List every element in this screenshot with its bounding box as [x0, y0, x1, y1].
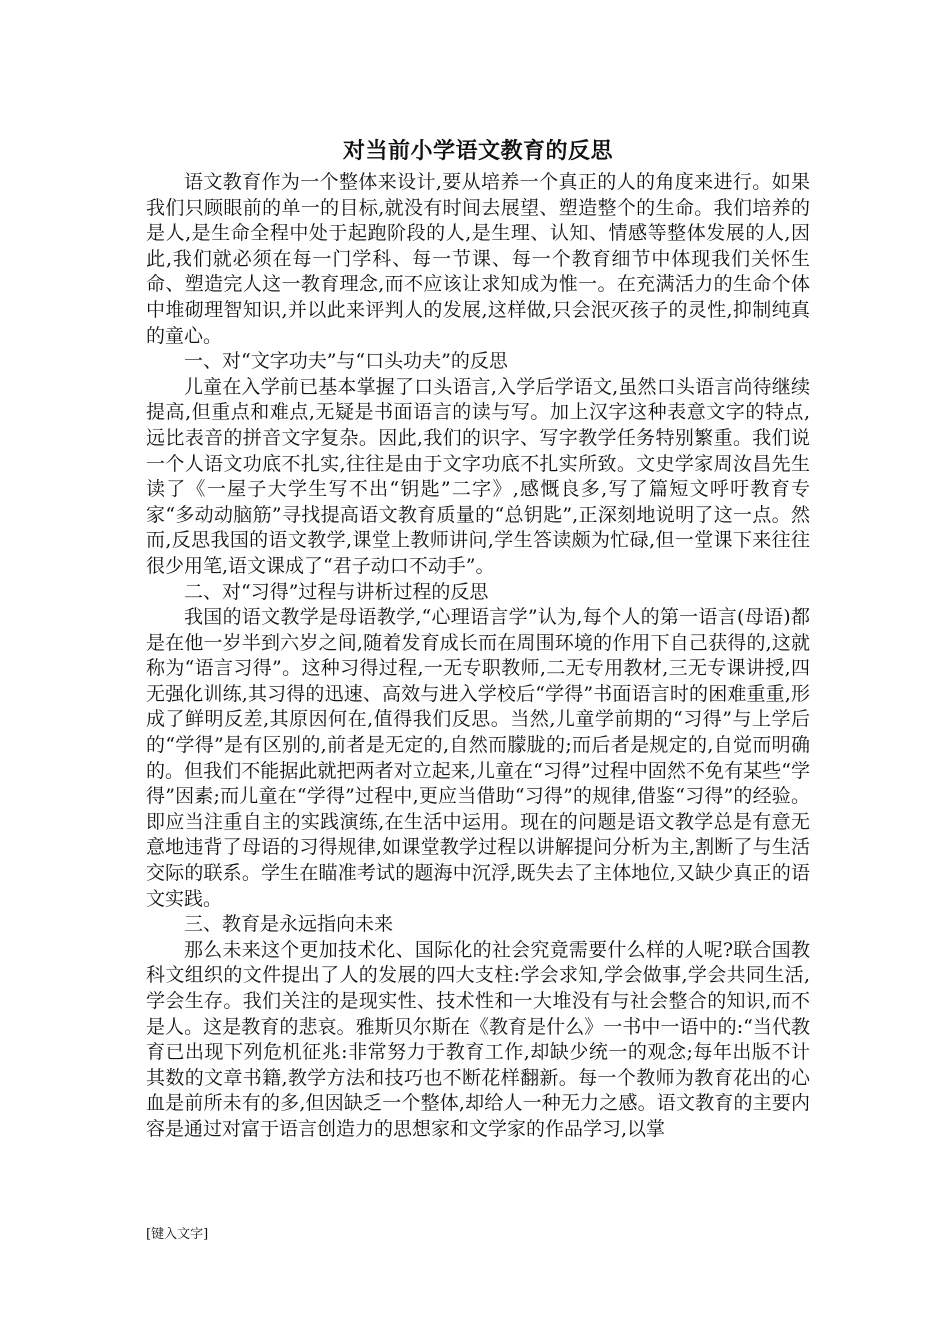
section-heading-1: 一、对“文字功夫”与“口头功夫”的反思 — [184, 350, 508, 373]
section-heading-2: 二、对“习得”过程与讲析过程的反思 — [184, 580, 489, 603]
section-heading-3: 三、教育是永远指向未来 — [184, 913, 394, 936]
paragraph-section-2: 我国的语文教学是母语教学,“心理语言学”认为,每个人的第一语言(母语)都是在他一岁半到六岁之间,随着发育成长而在周围环境的作用下自己获得的,这就称为“语言习得”。这种习得过程,一无专职教师,二无专用教材,三无专课讲授,四无强化训练,其习得的迅速、高效与进入学校后“学得”书面语言时的困难重重,形成了鲜明反差,其原因何在,值得我们反思。当然,儿童学前期的“习得”与上学后的“学得”是有区别的,前者是无定的,自然而朦胧的;而后者是规定的,自觉而明确的。但我们不能据此就把两者对立起来,儿童在“习得”过程中固然不免有某些“学得”因素;而儿童在“学得”过程中,更应当借助“习得”的规律,借鉴“习得”的经验。即应当注重自主的实践演练,在生活中运用。现在的问题是语文教学总是有意无意地违背了母语的习得规律,如课堂教学过程以讲解提问分析为主,割断了与生活交际的联系。学生在瞄准考试的题海中沉浮,既失去了主体地位,又缺少真正的语文实践。 — [146, 606, 810, 910]
paragraph-section-1: 儿童在入学前已基本掌握了口头语言,入学后学语文,虽然口头语言尚待继续提高,但重点和难点,无疑是书面语言的读与写。加上汉字这种表意文字的特点,远比表音的拼音文字复杂。因此,我们的识字、写字教学任务特别繁重。我们说一个人语文功底不扎实,往往是由于文字功底不扎实所致。文史学家周汝昌先生读了《一屋子大学生写不出“钥匙”二字》,感慨良多,写了篇短文呼吁教育专家“多动动脑筋”寻找提高语文教育质量的“总钥匙”,正深刻地说明了这一点。然而,反思我国的语文教学,课堂上教师讲问,学生答读颇为忙碌,但一堂课下来往往很少用笔,语文课成了“君子动口不动手”。 — [146, 375, 810, 577]
document-title: 对当前小学语文教育的反思 — [342, 138, 613, 164]
paragraph-intro: 语文教育作为一个整体来设计,要从培养一个真正的人的角度来进行。如果我们只顾眼前的单一的目标,就没有时间去展望、塑造整个的生命。我们培养的是人,是生命全程中处于起跑阶段的人,是生理、认知、情感等整体发展的人,因此,我们就必须在每一门学科、每一节课、每一个教育细节中体现我们关怀生命、塑造完人这一教育理念,而不应该让求知成为惟一。在充满活力的生命个体中堆砌理智知识,并以此来评判人的发展,这样做,只会泯灭孩子的灵性,抑制纯真的童心。 — [146, 171, 810, 347]
page-footer: [键入文字] — [146, 1227, 209, 1242]
document-body — [146, 136, 810, 1143]
paragraph-section-3: 那么未来这个更加技术化、国际化的社会究竟需要什么样的人呢?联合国教科文组织的文件提出了人的发展的四大支柱:学会求知,学会做事,学会共同生活,学会生存。我们关注的是现实性、技术性和一大堆没有与社会整合的知识,而不是人。这是教育的悲哀。雅斯贝尔斯在《教育是什么》一书中一语中的:“当代教育已出现下列危机征兆:非常努力于教育工作,却缺少统一的观念;每年出版不计其数的文章书籍,教学方法和技巧也不断花样翻新。每一个教师为教育花出的心血是前所未有的多,但因缺乏一个整体,却给人一种无力之感。语文教育的主要内容是通过对富于语言创造力的思想家和文学家的作品学习,以掌 — [146, 938, 810, 1140]
